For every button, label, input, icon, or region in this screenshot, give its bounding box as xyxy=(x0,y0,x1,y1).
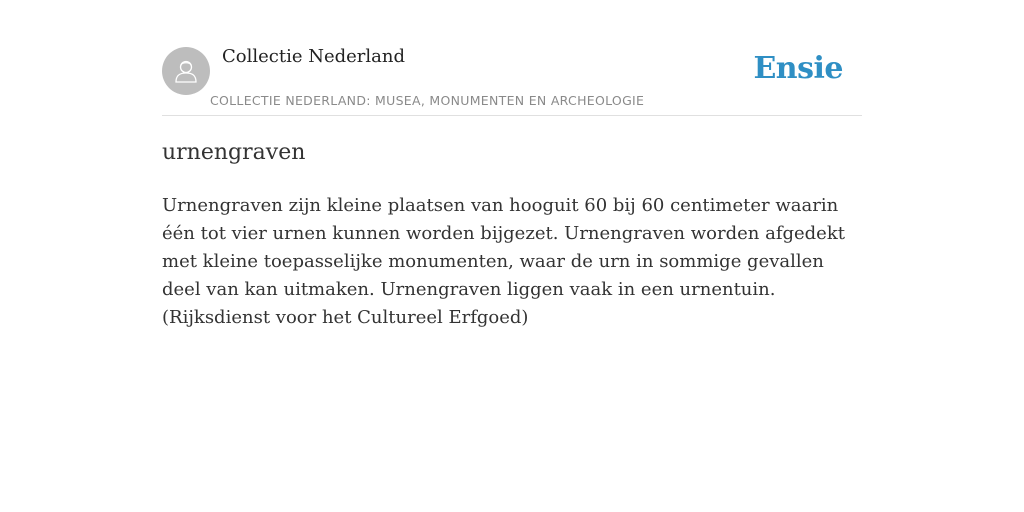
entry-definition: Urnengraven zijn kleine plaatsen van hooguit 60 bij 60 centimeter waarin één tot vier urnen kunnen worden bijgezet. Urnengraven worden afgedekt met kleine toepasselijke monumenten, waar de urn in sommige gevallen deel van kan uitmaken. Urnengraven liggen vaak in een urnentuin. (Rijksdienst voor het Cultureel Erfgoed) xyxy=(162,195,845,328)
author-avatar[interactable] xyxy=(162,47,210,95)
page-container xyxy=(162,0,862,328)
author-subtitle[interactable]: COLLECTIE NEDERLAND: MUSEA, MONUMENTEN EN ARCHEOLOGIE xyxy=(210,93,645,108)
entry-term: urnengraven xyxy=(162,140,306,165)
author-name[interactable]: Collectie Nederland xyxy=(222,46,406,67)
ensie-logo[interactable]: Ensie xyxy=(753,51,843,86)
user-icon xyxy=(171,56,201,86)
entry-header xyxy=(162,0,862,116)
